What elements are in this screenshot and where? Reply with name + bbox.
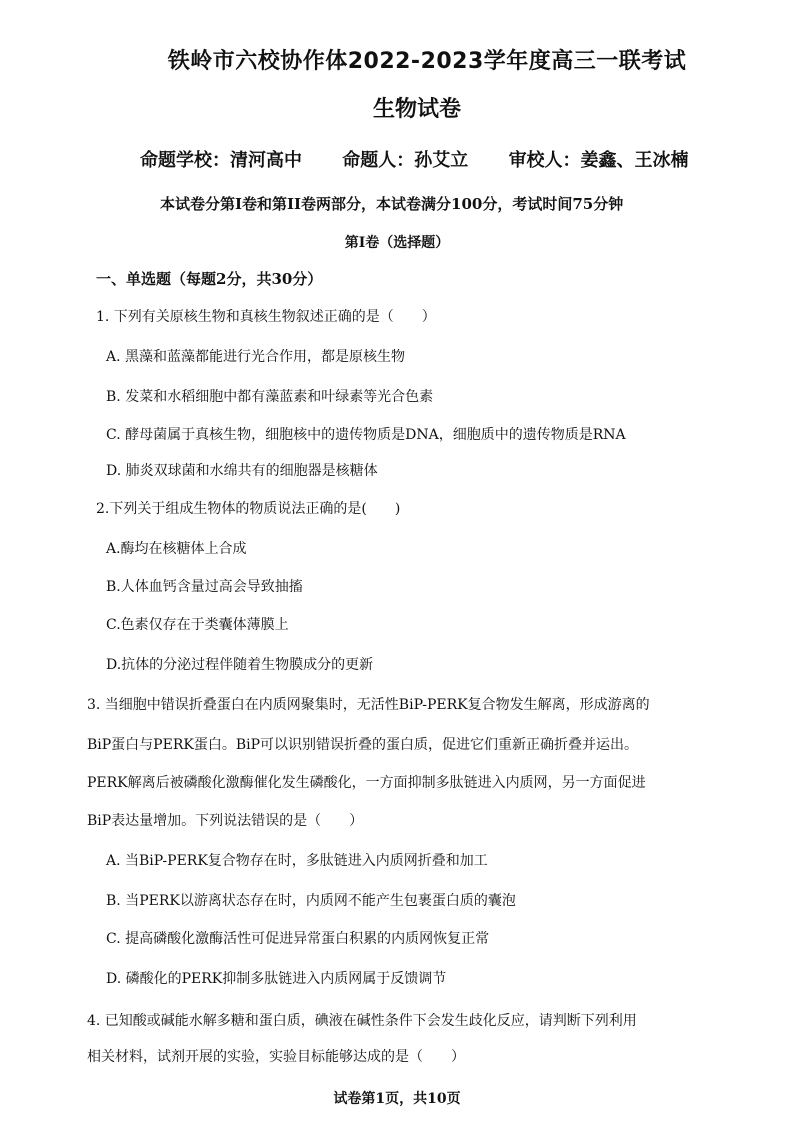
question-2-option-b: B.人体血钙含量过高会导致抽搐	[106, 579, 303, 595]
question-2-option-c: C.色素仅存在于类囊体薄膜上	[106, 617, 289, 633]
question-3-option-c: C. 提高磷酸化激酶活性可促进异常蛋白积累的内质网恢复正常	[106, 931, 490, 947]
question-1-option-b: B. 发菜和水稻细胞中都有藻蓝素和叶绿素等光合色素	[106, 389, 434, 405]
question-3-option-a: A. 当BiP-PERK复合物存在时，多肽链进入内质网折叠和加工	[106, 853, 488, 869]
author-reviewer: 审校人：姜鑫、王冰楠	[508, 150, 689, 171]
author-setter: 命题人：孙艾立	[342, 150, 469, 171]
exam-title: 铁岭市六校协作体2022-2023学年度高三一联考试	[167, 49, 687, 74]
question-3-stem-line-4: BiP表达量增加。下列说法错误的是（ ）	[87, 813, 364, 829]
question-2-stem: 2.下列关于组成生物体的物质说法正确的是( )	[96, 501, 401, 517]
question-4-stem-line-1: 4. 已知酸或碱能水解多糖和蛋白质，碘液在碱性条件下会发生歧化反应，请判断下列利用	[87, 1013, 637, 1029]
exam-subtitle: 生物试卷	[372, 97, 461, 122]
question-1-option-c: C. 酵母菌属于真核生物，细胞核中的遗传物质是DNA，细胞质中的遗传物质是RNA	[106, 427, 626, 443]
question-3-option-d: D. 磷酸化的PERK抑制多肽链进入内质网属于反馈调节	[106, 971, 447, 987]
question-1-option-d: D. 肺炎双球菌和水绵共有的细胞器是核糖体	[106, 463, 378, 479]
question-2-option-a: A.酶均在核糖体上合成	[106, 541, 247, 557]
question-3-option-b: B. 当PERK以游离状态存在时，内质网不能产生包裹蛋白质的囊泡	[106, 893, 516, 909]
authors-line	[140, 146, 689, 172]
exam-note: 本试卷分第I卷和第II卷两部分，本试卷满分100分，考试时间75分钟	[160, 195, 624, 213]
part-heading: 一、单选题（每题2分，共30分）	[96, 270, 323, 288]
question-4-stem-line-2: 相关材料，试剂开展的实验，实验目标能够达成的是（ ）	[87, 1049, 465, 1065]
question-3-stem-line-2: BiP蛋白与PERK蛋白。BiP可以识别错误折叠的蛋白质，促进它们重新正确折叠并运出。	[87, 737, 639, 753]
question-3-stem-line-3: PERK解离后被磷酸化激酶催化发生磷酸化，一方面抑制多肽链进入内质网，另一方面促进	[87, 775, 646, 791]
section-title: 第I卷（选择题）	[344, 235, 450, 251]
page-footer: 试卷第1页，共10页	[333, 1091, 461, 1107]
question-2-option-d: D.抗体的分泌过程伴随着生物膜成分的更新	[106, 657, 374, 673]
question-3-stem-line-1: 3. 当细胞中错误折叠蛋白在内质网聚集时，无活性BiP-PERK复合物发生解离，形成游离的	[87, 697, 650, 713]
author-school: 命题学校：清河高中	[140, 150, 302, 171]
question-1-option-a: A. 黑藻和蓝藻都能进行光合作用，都是原核生物	[106, 349, 406, 365]
question-1-stem: 1. 下列有关原核生物和真核生物叙述正确的是（ ）	[96, 309, 436, 325]
